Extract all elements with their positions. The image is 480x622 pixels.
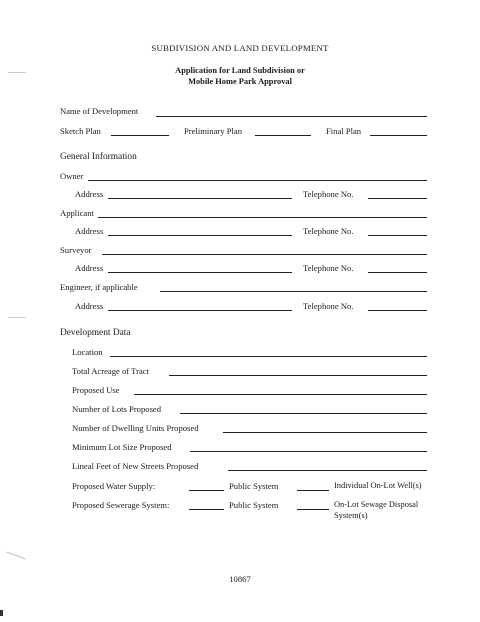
sewerage-public-label: Public System (229, 500, 279, 510)
applicant-address-field[interactable] (108, 235, 292, 236)
sketch-plan-field[interactable] (111, 135, 169, 136)
number-of-lots-label: Number of Lots Proposed (72, 404, 162, 414)
surveyor-address-field[interactable] (108, 272, 292, 273)
applicant-telephone-field[interactable] (368, 235, 427, 236)
engineer-address-label: Address (75, 301, 104, 311)
engineer-telephone-field[interactable] (368, 310, 427, 311)
owner-address-label: Address (75, 189, 104, 199)
surveyor-label: Surveyor (60, 245, 92, 255)
page-title: SUBDIVISION AND LAND DEVELOPMENT (151, 43, 329, 53)
sewerage-label: Proposed Sewerage System: (72, 500, 170, 510)
total-acreage-label: Total Acreage of Tract (72, 366, 149, 376)
form-subtitle-line1: Application for Land Subdivision or (175, 66, 305, 75)
applicant-field[interactable] (98, 217, 427, 218)
owner-telephone-field[interactable] (368, 198, 427, 199)
final-plan-field[interactable] (370, 135, 427, 136)
surveyor-telephone-field[interactable] (368, 272, 427, 273)
applicant-address-label: Address (75, 226, 104, 236)
owner-label: Owner (60, 171, 84, 181)
number-of-lots-field[interactable] (180, 413, 427, 414)
applicant-label: Applicant (60, 208, 94, 218)
water-individual-label: Individual On-Lot Well(s) (334, 481, 422, 490)
lineal-feet-field[interactable] (228, 470, 427, 471)
final-plan-label: Final Plan (326, 126, 362, 136)
owner-telephone-label: Telephone No. (303, 189, 354, 199)
page-number: 10867 (229, 574, 251, 584)
owner-address-field[interactable] (108, 198, 292, 199)
development-data-heading: Development Data (60, 328, 131, 338)
form-subtitle-line2: Mobile Home Park Approval (188, 77, 292, 86)
water-public-label: Public System (229, 481, 279, 491)
proposed-use-label: Proposed Use (72, 385, 120, 395)
sketch-plan-label: Sketch Plan (60, 126, 101, 136)
name-of-development-label: Name of Development (60, 106, 139, 116)
surveyor-telephone-label: Telephone No. (303, 263, 354, 273)
general-information-heading: General Information (60, 152, 137, 162)
water-individual-checkbox[interactable] (297, 490, 329, 491)
engineer-address-field[interactable] (108, 310, 292, 311)
minimum-lot-size-field[interactable] (190, 451, 427, 452)
location-field[interactable] (110, 356, 427, 357)
scan-mark (6, 552, 25, 560)
engineer-field[interactable] (160, 291, 427, 292)
engineer-telephone-label: Telephone No. (303, 301, 354, 311)
preliminary-plan-label: Preliminary Plan (184, 126, 242, 136)
water-public-checkbox[interactable] (189, 490, 224, 491)
engineer-label: Engineer, if applicable (60, 282, 138, 292)
location-label: Location (72, 347, 103, 357)
sewerage-onlot-label-line2: System(s) (334, 511, 368, 520)
applicant-telephone-label: Telephone No. (303, 226, 354, 236)
name-of-development-field[interactable] (156, 116, 427, 117)
scan-dot (0, 610, 3, 616)
minimum-lot-size-label: Minimum Lot Size Proposed (72, 442, 172, 452)
sewerage-onlot-label-line1: On-Lot Sewage Disposal (334, 500, 419, 509)
lineal-feet-label: Lineal Feet of New Streets Proposed (72, 461, 199, 471)
surveyor-field[interactable] (102, 254, 427, 255)
sewerage-onlot-checkbox[interactable] (297, 509, 329, 510)
scan-mark (8, 317, 26, 318)
total-acreage-field[interactable] (169, 375, 427, 376)
owner-field[interactable] (88, 180, 427, 181)
proposed-use-field[interactable] (134, 394, 427, 395)
surveyor-address-label: Address (75, 263, 104, 273)
dwelling-units-field[interactable] (223, 432, 427, 433)
sewerage-public-checkbox[interactable] (189, 509, 224, 510)
preliminary-plan-field[interactable] (255, 135, 311, 136)
dwelling-units-label: Number of Dwelling Units Proposed (72, 423, 199, 433)
water-supply-label: Proposed Water Supply: (72, 481, 156, 491)
